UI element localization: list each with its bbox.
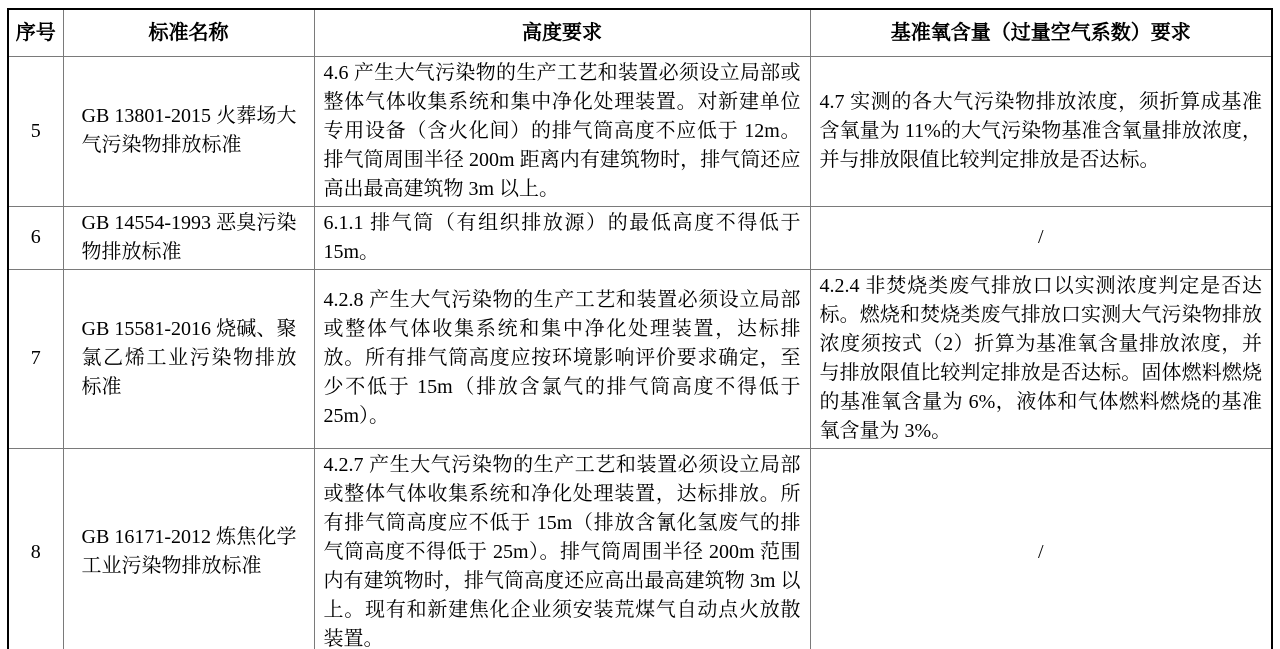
emission-standards-table (7, 8, 1273, 649)
header-oxygen-requirement: 基准氧含量（过量空气系数）要求 (810, 9, 1272, 56)
standard-name-cell: GB 14554-1993 恶臭污染物排放标准 (63, 206, 314, 269)
header-height-requirement: 高度要求 (314, 9, 810, 56)
oxygen-requirement-cell: / (810, 206, 1272, 269)
header-serial-number: 序号 (8, 9, 63, 56)
height-requirement-cell: 4.2.7 产生大气污染物的生产工艺和装置必须设立局部或整体气体收集系统和净化处理装置，达标排放。所有排气筒高度应不低于 15m（排放含氰化氢废气的排气筒高度不得低于 25m）。排气筒周围半径 200m 范围内有建筑物时，排气筒高度还应高出最高建筑物 3m 以上。现有和新建焦化企业须安装荒煤气自动点火放散装置。 (314, 448, 810, 649)
row-number-cell: 8 (8, 448, 63, 649)
oxygen-requirement-cell: / (810, 448, 1272, 649)
row-number-cell: 7 (8, 269, 63, 448)
row-number-cell: 6 (8, 206, 63, 269)
row-number-cell: 5 (8, 56, 63, 206)
table-header-row (8, 9, 1272, 56)
table-row (8, 56, 1272, 206)
table-row (8, 269, 1272, 448)
standard-name-cell: GB 16171-2012 炼焦化学工业污染物排放标准 (63, 448, 314, 649)
height-requirement-cell: 6.1.1 排气筒（有组织排放源）的最低高度不得低于 15m。 (314, 206, 810, 269)
standard-name-cell: GB 15581-2016 烧碱、聚氯乙烯工业污染物排放标准 (63, 269, 314, 448)
height-requirement-cell: 4.6 产生大气污染物的生产工艺和装置必须设立局部或整体气体收集系统和集中净化处理装置。对新建单位专用设备（含火化间）的排气筒高度不应低于 12m。排气筒周围半径 200m 距离内有建筑物时，排气筒还应高出最高建筑物 3m 以上。 (314, 56, 810, 206)
standard-name-cell: GB 13801-2015 火葬场大气污染物排放标准 (63, 56, 314, 206)
table-row (8, 206, 1272, 269)
oxygen-requirement-cell: 4.2.4 非焚烧类废气排放口以实测浓度判定是否达标。燃烧和焚烧类废气排放口实测大气污染物排放浓度须按式（2）折算为基准氧含量排放浓度，并与排放限值比较判定排放是否达标。固体燃料燃烧的基准氧含量为 6%，液体和气体燃料燃烧的基准氧含量为 3%。 (810, 269, 1272, 448)
table-row (8, 448, 1272, 649)
header-standard-name: 标准名称 (63, 9, 314, 56)
height-requirement-cell: 4.2.8 产生大气污染物的生产工艺和装置必须设立局部或整体气体收集系统和集中净化处理装置，达标排放。所有排气筒高度应按环境影响评价要求确定，至少不低于 15m（排放含氯气的排气筒高度不得低于 25m）。 (314, 269, 810, 448)
oxygen-requirement-cell: 4.7 实测的各大气污染物排放浓度，须折算成基准含氧量为 11%的大气污染物基准含氧量排放浓度，并与排放限值比较判定排放是否达标。 (810, 56, 1272, 206)
